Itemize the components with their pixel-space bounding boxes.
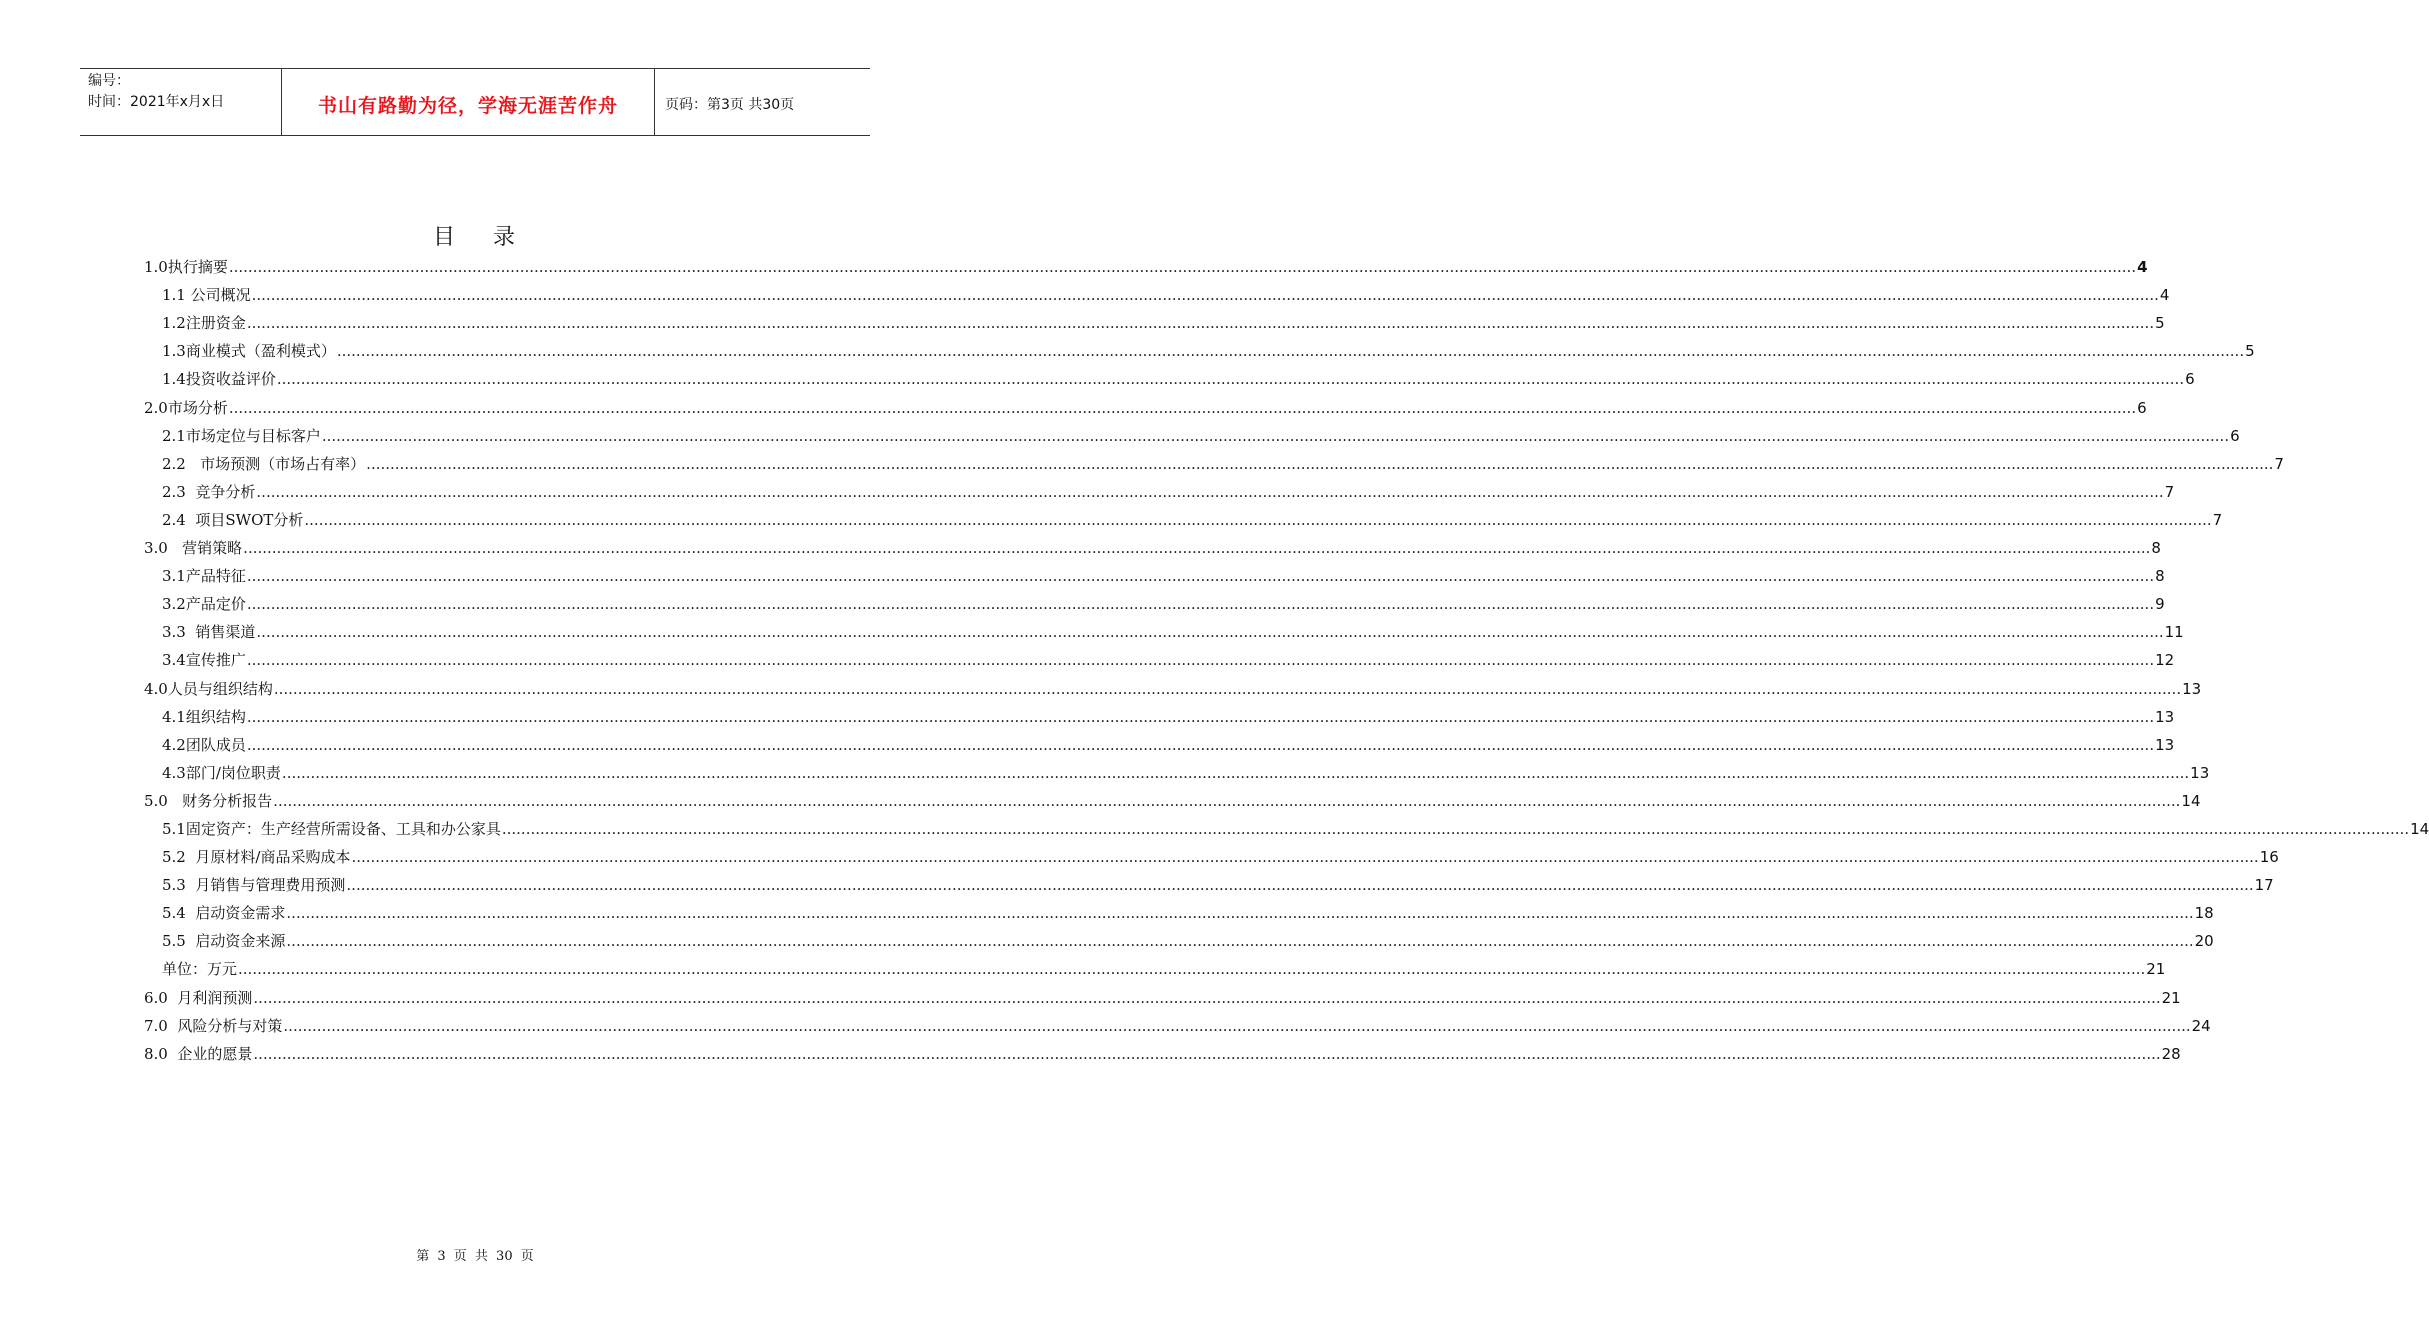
toc-entry-page: 13	[2155, 707, 2175, 726]
toc-entry-page: 13	[2190, 763, 2210, 782]
toc-leader-dots: ................................................................................................................................................................................................................................................................................................................................................................................................................	[336, 342, 2245, 361]
toc-entry-label: 3.0 营销策略	[144, 539, 243, 558]
toc-entry-page: 20	[2194, 932, 2214, 951]
toc-entry[interactable]	[144, 979, 2181, 1007]
toc-entry-page: 28	[2161, 1044, 2181, 1063]
toc-entry-page: 14	[2181, 791, 2201, 810]
toc-leader-dots: ................................................................................................................................................................................................................................................................................................................................................................................................................	[246, 735, 2155, 754]
toc-entry-label: 4.0人员与组织结构	[144, 679, 273, 698]
toc-entry-page: 4	[2159, 286, 2170, 305]
toc-leader-dots: ................................................................................................................................................................................................................................................................................................................................................................................................................	[351, 848, 2259, 867]
toc-entry-page: 16	[2259, 848, 2279, 867]
toc-entry-page: 13	[2155, 735, 2175, 754]
toc-entry[interactable]	[144, 755, 2210, 783]
toc-entry-label: 4.3部门/岗位职责	[162, 763, 281, 782]
toc-entry-page: 18	[2194, 904, 2214, 923]
toc-leader-dots: ................................................................................................................................................................................................................................................................................................................................................................................................................	[253, 988, 2161, 1007]
toc-entry[interactable]	[144, 727, 2175, 755]
toc-entry[interactable]	[144, 474, 2175, 502]
toc-entry[interactable]	[144, 418, 2240, 446]
toc-entry-label: 5.1固定资产：生产经营所需设备、工具和办公家具	[162, 819, 501, 838]
toc-entry[interactable]	[144, 811, 2429, 839]
toc-entry[interactable]	[144, 699, 2175, 727]
toc-title: 目 录	[433, 225, 517, 250]
toc-entry-label: 1.4投资收益评价	[162, 370, 276, 389]
toc-entry-label: 3.3 销售渠道	[162, 623, 256, 642]
toc-leader-dots: ................................................................................................................................................................................................................................................................................................................................................................................................................	[256, 623, 2164, 642]
toc-leader-dots: ................................................................................................................................................................................................................................................................................................................................................................................................................	[238, 960, 2146, 979]
toc-entry-page: 11	[2164, 623, 2184, 642]
toc-leader-dots: ................................................................................................................................................................................................................................................................................................................................................................................................................	[276, 370, 2185, 389]
toc-entry[interactable]	[144, 670, 2202, 698]
toc-entry-page: 14	[2410, 819, 2429, 838]
toc-leader-dots: ................................................................................................................................................................................................................................................................................................................................................................................................................	[253, 1044, 2161, 1063]
toc-entry-label: 2.2 市场预测（市场占有率）	[162, 454, 366, 473]
toc-entry-label: 2.4 项目SWOT分析	[162, 510, 304, 529]
toc-leader-dots: ................................................................................................................................................................................................................................................................................................................................................................................................................	[283, 1016, 2191, 1035]
toc-entry[interactable]	[144, 614, 2184, 642]
toc-entry-label: 3.2产品定价	[162, 595, 246, 614]
toc-entry-label: 8.0 企业的愿景	[144, 1044, 253, 1063]
toc-entry-label: 5.4 启动资金需求	[162, 904, 286, 923]
toc-entry-page: 21	[2161, 988, 2181, 1007]
page-footer: 第 3 页 共 30 页	[416, 1249, 534, 1264]
toc-leader-dots: ................................................................................................................................................................................................................................................................................................................................................................................................................	[286, 932, 2194, 951]
toc-leader-dots: ................................................................................................................................................................................................................................................................................................................................................................................................................	[246, 595, 2155, 614]
toc-entry-label: 单位：万元	[162, 960, 238, 979]
toc-entry-label: 3.1产品特征	[162, 567, 246, 586]
toc-entry[interactable]	[144, 642, 2175, 670]
toc-entry-label: 5.2 月原材料/商品采购成本	[162, 848, 351, 867]
toc-entry[interactable]	[144, 446, 2284, 474]
toc-entry[interactable]	[144, 923, 2214, 951]
toc-leader-dots: ................................................................................................................................................................................................................................................................................................................................................................................................................	[346, 876, 2254, 895]
toc-entry-page: 6	[2185, 370, 2195, 389]
header-number-label: 编号：	[88, 73, 130, 89]
toc-leader-dots: ................................................................................................................................................................................................................................................................................................................................................................................................................	[286, 904, 2194, 923]
toc-entry[interactable]	[144, 558, 2165, 586]
toc-leader-dots: ................................................................................................................................................................................................................................................................................................................................................................................................................	[273, 791, 2181, 810]
toc-leader-dots: ................................................................................................................................................................................................................................................................................................................................................................................................................	[256, 482, 2164, 501]
header-time-label: 时间：2021年x月x日	[88, 94, 225, 110]
toc-entry-label: 5.3 月销售与管理费用预测	[162, 876, 346, 895]
toc-leader-dots: ................................................................................................................................................................................................................................................................................................................................................................................................................	[304, 510, 2212, 529]
toc-leader-dots: ................................................................................................................................................................................................................................................................................................................................................................................................................	[246, 314, 2155, 333]
header-motto: 书山有路勤为径，学海无涯苦作舟	[282, 69, 655, 135]
toc-entry-page: 9	[2155, 595, 2165, 614]
toc-entry-page: 7	[2274, 454, 2284, 473]
toc-entry-label: 4.1组织结构	[162, 707, 246, 726]
toc-entry-page: 12	[2155, 651, 2175, 670]
toc-entry[interactable]	[144, 333, 2255, 361]
toc-entry-label: 2.1市场定位与目标客户	[162, 426, 321, 445]
toc-entry[interactable]	[144, 277, 2170, 305]
toc-entry[interactable]	[144, 361, 2195, 389]
toc-entry-page: 5	[2245, 342, 2255, 361]
header-meta	[80, 69, 282, 135]
toc-entry-page: 8	[2151, 539, 2161, 558]
toc-entry-label: 6.0 月利润预测	[144, 988, 253, 1007]
toc-entry-label: 5.5 启动资金来源	[162, 932, 286, 951]
toc-entry[interactable]	[144, 867, 2274, 895]
toc-entry[interactable]	[144, 783, 2201, 811]
toc-leader-dots: ................................................................................................................................................................................................................................................................................................................................................................................................................	[246, 567, 2155, 586]
toc-leader-dots: ................................................................................................................................................................................................................................................................................................................................................................................................................	[228, 258, 2137, 277]
toc-leader-dots: ................................................................................................................................................................................................................................................................................................................................................................................................................	[246, 651, 2155, 670]
toc-leader-dots: ................................................................................................................................................................................................................................................................................................................................................................................................................	[321, 426, 2230, 445]
page-header	[80, 68, 870, 136]
toc-leader-dots: ................................................................................................................................................................................................................................................................................................................................................................................................................	[228, 398, 2137, 417]
toc-entry-label: 1.0执行摘要	[144, 258, 228, 277]
toc-leader-dots: ................................................................................................................................................................................................................................................................................................................................................................................................................	[243, 539, 2151, 558]
toc-entry-page: 21	[2146, 960, 2166, 979]
header-page-info: 页码：第3页 共30页	[665, 97, 795, 113]
toc-entry-page: 4	[2137, 258, 2148, 277]
toc-entry-page: 5	[2155, 314, 2165, 333]
toc-entry-label: 4.2团队成员	[162, 735, 246, 754]
toc-entry[interactable]	[144, 586, 2165, 614]
toc-entry[interactable]	[144, 502, 2223, 530]
toc-entry-label: 7.0 风险分析与对策	[144, 1016, 283, 1035]
toc-entry-label: 1.3商业模式（盈利模式）	[162, 342, 336, 361]
toc-entry-page: 7	[2164, 482, 2175, 501]
toc-entry[interactable]	[144, 530, 2161, 558]
table-of-contents	[144, 249, 2429, 1064]
toc-entry-page: 24	[2191, 1016, 2211, 1035]
toc-entry-page: 17	[2254, 876, 2274, 895]
toc-entry-page: 13	[2182, 679, 2202, 698]
toc-leader-dots: ................................................................................................................................................................................................................................................................................................................................................................................................................	[251, 286, 2159, 305]
toc-entry-label: 2.0市场分析	[144, 398, 228, 417]
toc-entry[interactable]	[144, 389, 2147, 417]
toc-entry-page: 7	[2212, 510, 2223, 529]
toc-entry-page: 6	[2230, 426, 2240, 445]
toc-entry[interactable]	[144, 839, 2279, 867]
toc-entry-label: 5.0 财务分析报告	[144, 791, 273, 810]
toc-leader-dots: ................................................................................................................................................................................................................................................................................................................................................................................................................	[281, 763, 2190, 782]
toc-entry[interactable]	[144, 1008, 2211, 1036]
toc-entry[interactable]	[144, 1036, 2181, 1064]
toc-entry-page: 6	[2137, 398, 2147, 417]
toc-leader-dots: ................................................................................................................................................................................................................................................................................................................................................................................................................	[501, 819, 2410, 838]
toc-entry-label: 3.4宣传推广	[162, 651, 246, 670]
toc-entry[interactable]	[144, 951, 2166, 979]
toc-entry-label: 2.3 竞争分析	[162, 482, 256, 501]
toc-entry[interactable]	[144, 305, 2165, 333]
toc-entry-label: 1.2注册资金	[162, 314, 246, 333]
toc-entry-label: 1.1 公司概况	[162, 286, 251, 305]
toc-leader-dots: ................................................................................................................................................................................................................................................................................................................................................................................................................	[273, 679, 2182, 698]
toc-entry-page: 8	[2155, 567, 2165, 586]
toc-entry[interactable]	[144, 895, 2214, 923]
toc-entry[interactable]	[144, 249, 2148, 277]
toc-leader-dots: ................................................................................................................................................................................................................................................................................................................................................................................................................	[366, 454, 2274, 473]
toc-leader-dots: ................................................................................................................................................................................................................................................................................................................................................................................................................	[246, 707, 2155, 726]
